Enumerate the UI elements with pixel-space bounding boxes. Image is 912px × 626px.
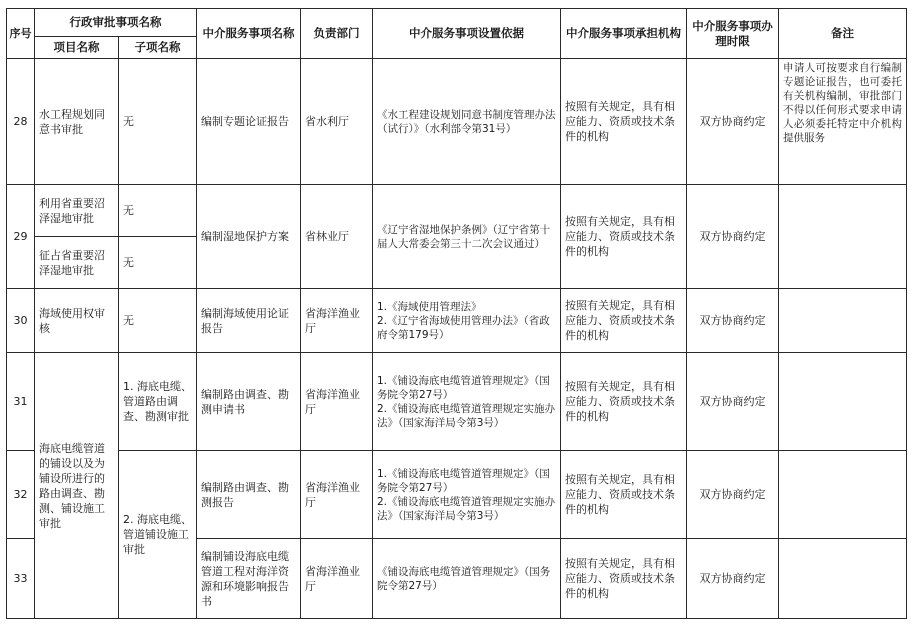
sub-item-cell: 无 bbox=[119, 59, 197, 185]
notes-cell bbox=[779, 289, 907, 353]
basis-cell bbox=[373, 289, 561, 353]
intermediary-services-table bbox=[6, 8, 907, 619]
document-page bbox=[6, 8, 906, 620]
agency-cell: 按照有关规定，具有相应能力、资质或技术条件的机构 bbox=[561, 59, 687, 185]
agency-cell: 按照有关规定，具有相应能力、资质或技术条件的机构 bbox=[561, 185, 687, 289]
sub-item-cell: 无 bbox=[119, 289, 197, 353]
notes-cell bbox=[779, 451, 907, 539]
notes-cell bbox=[779, 539, 907, 619]
time-limit-cell: 双方协商约定 bbox=[687, 353, 779, 451]
header-approval-group: 行政审批事项名称 bbox=[35, 9, 197, 37]
row-seq: 31 bbox=[7, 353, 35, 451]
basis-cell: 《水工程建设规划同意书制度管理办法（试行）》（水利部令第31号） bbox=[373, 59, 561, 185]
table-row bbox=[7, 353, 907, 451]
agency-cell: 按照有关规定，具有相应能力、资质或技术条件的机构 bbox=[561, 451, 687, 539]
basis-cell: 《辽宁省湿地保护条例》（辽宁省第十届人大常委会第三十二次会议通过） bbox=[373, 185, 561, 289]
sub-item-cell: 1. 海底电缆、管道路由调查、勘测审批 bbox=[119, 353, 197, 451]
notes-cell bbox=[779, 185, 907, 289]
time-limit-cell: 双方协商约定 bbox=[687, 59, 779, 185]
department-cell: 省海洋渔业厅 bbox=[301, 539, 373, 619]
header-time-limit: 中介服务事项办理时限 bbox=[687, 9, 779, 59]
basis-line: 1.《铺设海底电缆管道管理规定》（国务院令第27号） bbox=[377, 467, 550, 494]
header-department: 负责部门 bbox=[301, 9, 373, 59]
time-limit-cell: 双方协商约定 bbox=[687, 185, 779, 289]
row-seq: 30 bbox=[7, 289, 35, 353]
row-seq: 32 bbox=[7, 451, 35, 539]
header-seq: 序号 bbox=[7, 9, 35, 59]
service-name-cell: 编制路由调查、勘测申请书 bbox=[197, 353, 301, 451]
basis-cell: 《铺设海底电缆管道管理规定》（国务院令第27号） bbox=[373, 539, 561, 619]
basis-line: 2.《铺设海底电缆管道管理规定实施办法》（国家海洋局令第3号） bbox=[377, 495, 556, 522]
project-name-cell: 征占省重要沼泽湿地审批 bbox=[35, 237, 119, 289]
row-seq: 33 bbox=[7, 539, 35, 619]
basis-cell bbox=[373, 353, 561, 451]
row-seq: 28 bbox=[7, 59, 35, 185]
table-row bbox=[7, 289, 907, 353]
sub-item-cell: 无 bbox=[119, 185, 197, 237]
department-cell: 省海洋渔业厅 bbox=[301, 289, 373, 353]
header-agency: 中介服务事项承担机构 bbox=[561, 9, 687, 59]
department-cell: 省水利厅 bbox=[301, 59, 373, 185]
time-limit-cell: 双方协商约定 bbox=[687, 289, 779, 353]
agency-cell: 按照有关规定，具有相应能力、资质或技术条件的机构 bbox=[561, 289, 687, 353]
department-cell: 省海洋渔业厅 bbox=[301, 451, 373, 539]
service-name-cell: 编制专题论证报告 bbox=[197, 59, 301, 185]
sub-item-cell: 无 bbox=[119, 237, 197, 289]
sub-item-cell: 2. 海底电缆、管道铺设施工审批 bbox=[119, 451, 197, 619]
time-limit-cell: 双方协商约定 bbox=[687, 451, 779, 539]
row-seq: 29 bbox=[7, 185, 35, 289]
header-service-name: 中介服务事项名称 bbox=[197, 9, 301, 59]
table-row bbox=[7, 451, 907, 539]
header-notes: 备注 bbox=[779, 9, 907, 59]
header-sub-item-name: 子项名称 bbox=[119, 37, 197, 59]
basis-line: 2.《铺设海底电缆管道管理规定实施办法》（国家海洋局令第3号） bbox=[377, 402, 556, 429]
project-name-cell: 海底电缆管道的铺设以及为铺设所进行的路由调查、勘测、铺设施工审批 bbox=[35, 353, 119, 619]
agency-cell: 按照有关规定，具有相应能力、资质或技术条件的机构 bbox=[561, 353, 687, 451]
service-name-cell: 编制海域使用论证报告 bbox=[197, 289, 301, 353]
table-row bbox=[7, 185, 907, 237]
service-name-cell: 编制湿地保护方案 bbox=[197, 185, 301, 289]
project-name-cell: 利用省重要沼泽湿地审批 bbox=[35, 185, 119, 237]
department-cell: 省林业厅 bbox=[301, 185, 373, 289]
basis-line: 2.《辽宁省海域使用管理办法》（省政府令第179号） bbox=[377, 314, 550, 341]
header-basis: 中介服务事项设置依据 bbox=[373, 9, 561, 59]
project-name-cell: 水工程规划同意书审批 bbox=[35, 59, 119, 185]
basis-cell bbox=[373, 451, 561, 539]
agency-cell: 按照有关规定，具有相应能力、资质或技术条件的机构 bbox=[561, 539, 687, 619]
table-header-row bbox=[7, 9, 907, 37]
service-name-cell: 编制路由调查、勘测报告 bbox=[197, 451, 301, 539]
header-project-name: 项目名称 bbox=[35, 37, 119, 59]
project-name-cell: 海域使用权审核 bbox=[35, 289, 119, 353]
basis-line: 1.《铺设海底电缆管道管理规定》（国务院令第27号） bbox=[377, 374, 550, 401]
service-name-cell: 编制铺设海底电缆管道工程对海洋资源和环境影响报告书 bbox=[197, 539, 301, 619]
basis-line: 1.《海域使用管理法》 bbox=[377, 300, 482, 313]
notes-cell bbox=[779, 353, 907, 451]
notes-cell: 申请人可按要求自行编制专题论证报告，也可委托有关机构编制，审批部门不得以任何形式要求申请人必须委托特定中介机构提供服务 bbox=[779, 59, 907, 185]
department-cell: 省海洋渔业厅 bbox=[301, 353, 373, 451]
table-row bbox=[7, 59, 907, 185]
time-limit-cell: 双方协商约定 bbox=[687, 539, 779, 619]
